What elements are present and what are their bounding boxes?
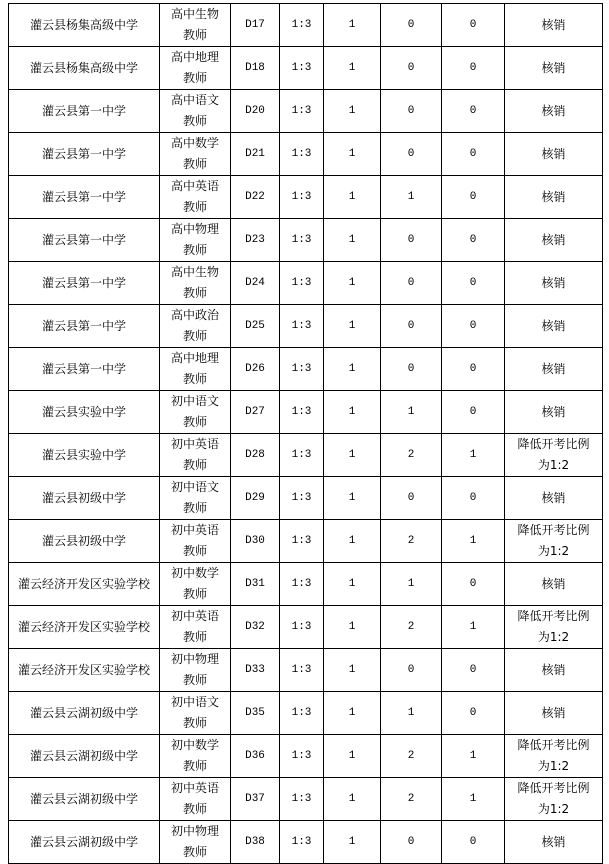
post-code-cell: D21 (231, 133, 280, 176)
post-cell: 高中生物教师 (160, 4, 231, 47)
exam-ratio-cell: 1:3 (280, 262, 324, 305)
applicant-count-cell: 0 (381, 133, 442, 176)
applicant-count-cell: 2 (381, 778, 442, 821)
school-cell: 灌云县云湖初级中学 (9, 778, 160, 821)
post-cell: 初中语文教师 (160, 692, 231, 735)
school-cell: 灌云县云湖初级中学 (9, 735, 160, 778)
exam-ratio-cell: 1:3 (280, 47, 324, 90)
plan-count-cell: 1 (324, 778, 381, 821)
result-cell: 核销 (505, 649, 603, 692)
post-cell: 初中数学教师 (160, 735, 231, 778)
result-cell: 降低开考比例为1:2 (505, 606, 603, 649)
result-cell: 降低开考比例为1:2 (505, 434, 603, 477)
exam-ratio-cell: 1:3 (280, 176, 324, 219)
table-row (9, 735, 603, 778)
school-cell: 灌云县初级中学 (9, 520, 160, 563)
qualified-count-cell: 1 (442, 434, 505, 477)
post-cell: 高中英语教师 (160, 176, 231, 219)
post-cell: 初中英语教师 (160, 434, 231, 477)
post-code-cell: D30 (231, 520, 280, 563)
exam-ratio-cell: 1:3 (280, 219, 324, 262)
post-cell: 高中物理教师 (160, 219, 231, 262)
applicant-count-cell: 0 (381, 305, 442, 348)
applicant-count-cell: 2 (381, 735, 442, 778)
table-row (9, 520, 603, 563)
result-cell: 核销 (505, 262, 603, 305)
school-cell: 灌云县第一中学 (9, 305, 160, 348)
result-cell: 核销 (505, 47, 603, 90)
plan-count-cell: 1 (324, 219, 381, 262)
result-cell: 核销 (505, 176, 603, 219)
post-cell: 初中英语教师 (160, 606, 231, 649)
qualified-count-cell: 0 (442, 176, 505, 219)
plan-count-cell: 1 (324, 477, 381, 520)
table-row (9, 176, 603, 219)
recruitment-table (8, 3, 603, 864)
school-cell: 灌云县杨集高级中学 (9, 47, 160, 90)
table-row (9, 692, 603, 735)
table-row (9, 434, 603, 477)
post-cell: 初中物理教师 (160, 649, 231, 692)
exam-ratio-cell: 1:3 (280, 778, 324, 821)
result-cell: 核销 (505, 692, 603, 735)
school-cell: 灌云县第一中学 (9, 176, 160, 219)
school-cell: 灌云县第一中学 (9, 219, 160, 262)
table-row (9, 262, 603, 305)
post-cell: 高中政治教师 (160, 305, 231, 348)
plan-count-cell: 1 (324, 606, 381, 649)
post-code-cell: D20 (231, 90, 280, 133)
plan-count-cell: 1 (324, 434, 381, 477)
applicant-count-cell: 0 (381, 262, 442, 305)
plan-count-cell: 1 (324, 133, 381, 176)
exam-ratio-cell: 1:3 (280, 692, 324, 735)
school-cell: 灌云经济开发区实验学校 (9, 563, 160, 606)
plan-count-cell: 1 (324, 391, 381, 434)
qualified-count-cell: 0 (442, 133, 505, 176)
post-cell: 初中数学教师 (160, 563, 231, 606)
post-code-cell: D27 (231, 391, 280, 434)
post-code-cell: D28 (231, 434, 280, 477)
qualified-count-cell: 0 (442, 47, 505, 90)
result-cell: 核销 (505, 305, 603, 348)
table-row (9, 778, 603, 821)
applicant-count-cell: 0 (381, 219, 442, 262)
exam-ratio-cell: 1:3 (280, 133, 324, 176)
applicant-count-cell: 1 (381, 176, 442, 219)
result-cell: 核销 (505, 391, 603, 434)
post-code-cell: D32 (231, 606, 280, 649)
school-cell: 灌云经济开发区实验学校 (9, 649, 160, 692)
post-code-cell: D33 (231, 649, 280, 692)
result-cell: 核销 (505, 821, 603, 864)
table-row (9, 305, 603, 348)
table-row (9, 47, 603, 90)
exam-ratio-cell: 1:3 (280, 348, 324, 391)
plan-count-cell: 1 (324, 563, 381, 606)
school-cell: 灌云县第一中学 (9, 133, 160, 176)
result-cell: 核销 (505, 4, 603, 47)
qualified-count-cell: 0 (442, 305, 505, 348)
qualified-count-cell: 0 (442, 649, 505, 692)
plan-count-cell: 1 (324, 649, 381, 692)
exam-ratio-cell: 1:3 (280, 821, 324, 864)
school-cell: 灌云县杨集高级中学 (9, 4, 160, 47)
table-row (9, 649, 603, 692)
school-cell: 灌云县第一中学 (9, 90, 160, 133)
qualified-count-cell: 0 (442, 4, 505, 47)
applicant-count-cell: 1 (381, 391, 442, 434)
plan-count-cell: 1 (324, 821, 381, 864)
qualified-count-cell: 0 (442, 692, 505, 735)
exam-ratio-cell: 1:3 (280, 391, 324, 434)
plan-count-cell: 1 (324, 4, 381, 47)
table-row (9, 606, 603, 649)
post-cell: 高中语文教师 (160, 90, 231, 133)
exam-ratio-cell: 1:3 (280, 735, 324, 778)
table-row (9, 821, 603, 864)
applicant-count-cell: 2 (381, 434, 442, 477)
table-row (9, 4, 603, 47)
exam-ratio-cell: 1:3 (280, 90, 324, 133)
result-cell: 降低开考比例为1:2 (505, 735, 603, 778)
post-code-cell: D18 (231, 47, 280, 90)
applicant-count-cell: 2 (381, 606, 442, 649)
school-cell: 灌云县第一中学 (9, 262, 160, 305)
result-cell: 核销 (505, 563, 603, 606)
post-cell: 高中生物教师 (160, 262, 231, 305)
exam-ratio-cell: 1:3 (280, 4, 324, 47)
plan-count-cell: 1 (324, 176, 381, 219)
exam-ratio-cell: 1:3 (280, 305, 324, 348)
table-row (9, 219, 603, 262)
exam-ratio-cell: 1:3 (280, 563, 324, 606)
applicant-count-cell: 2 (381, 520, 442, 563)
qualified-count-cell: 1 (442, 735, 505, 778)
exam-ratio-cell: 1:3 (280, 649, 324, 692)
qualified-count-cell: 0 (442, 90, 505, 133)
applicant-count-cell: 0 (381, 821, 442, 864)
applicant-count-cell: 0 (381, 649, 442, 692)
applicant-count-cell: 0 (381, 348, 442, 391)
post-code-cell: D35 (231, 692, 280, 735)
result-cell: 核销 (505, 133, 603, 176)
result-cell: 核销 (505, 477, 603, 520)
result-cell: 核销 (505, 219, 603, 262)
plan-count-cell: 1 (324, 262, 381, 305)
qualified-count-cell: 0 (442, 262, 505, 305)
table-row (9, 477, 603, 520)
post-code-cell: D25 (231, 305, 280, 348)
plan-count-cell: 1 (324, 520, 381, 563)
school-cell: 灌云县实验中学 (9, 391, 160, 434)
plan-count-cell: 1 (324, 735, 381, 778)
table-row (9, 90, 603, 133)
exam-ratio-cell: 1:3 (280, 477, 324, 520)
qualified-count-cell: 1 (442, 606, 505, 649)
post-code-cell: D22 (231, 176, 280, 219)
post-cell: 初中物理教师 (160, 821, 231, 864)
plan-count-cell: 1 (324, 305, 381, 348)
result-cell: 核销 (505, 348, 603, 391)
result-cell: 降低开考比例为1:2 (505, 520, 603, 563)
qualified-count-cell: 0 (442, 477, 505, 520)
school-cell: 灌云县云湖初级中学 (9, 692, 160, 735)
post-code-cell: D37 (231, 778, 280, 821)
exam-ratio-cell: 1:3 (280, 434, 324, 477)
post-code-cell: D26 (231, 348, 280, 391)
plan-count-cell: 1 (324, 348, 381, 391)
post-code-cell: D29 (231, 477, 280, 520)
plan-count-cell: 1 (324, 692, 381, 735)
plan-count-cell: 1 (324, 47, 381, 90)
applicant-count-cell: 0 (381, 90, 442, 133)
table-row (9, 391, 603, 434)
exam-ratio-cell: 1:3 (280, 606, 324, 649)
qualified-count-cell: 0 (442, 219, 505, 262)
post-code-cell: D23 (231, 219, 280, 262)
qualified-count-cell: 1 (442, 520, 505, 563)
school-cell: 灌云经济开发区实验学校 (9, 606, 160, 649)
post-code-cell: D36 (231, 735, 280, 778)
school-cell: 灌云县云湖初级中学 (9, 821, 160, 864)
post-cell: 高中地理教师 (160, 47, 231, 90)
post-cell: 初中语文教师 (160, 391, 231, 434)
result-cell: 核销 (505, 90, 603, 133)
applicant-count-cell: 1 (381, 692, 442, 735)
post-cell: 高中数学教师 (160, 133, 231, 176)
post-code-cell: D24 (231, 262, 280, 305)
school-cell: 灌云县第一中学 (9, 348, 160, 391)
applicant-count-cell: 0 (381, 47, 442, 90)
table-row (9, 563, 603, 606)
post-cell: 初中英语教师 (160, 778, 231, 821)
post-code-cell: D38 (231, 821, 280, 864)
qualified-count-cell: 0 (442, 563, 505, 606)
qualified-count-cell: 0 (442, 391, 505, 434)
table-row (9, 133, 603, 176)
post-code-cell: D31 (231, 563, 280, 606)
qualified-count-cell: 1 (442, 778, 505, 821)
table-row (9, 348, 603, 391)
post-cell: 高中地理教师 (160, 348, 231, 391)
post-cell: 初中英语教师 (160, 520, 231, 563)
post-code-cell: D17 (231, 4, 280, 47)
school-cell: 灌云县初级中学 (9, 477, 160, 520)
school-cell: 灌云县实验中学 (9, 434, 160, 477)
applicant-count-cell: 0 (381, 4, 442, 47)
qualified-count-cell: 0 (442, 348, 505, 391)
applicant-count-cell: 1 (381, 563, 442, 606)
plan-count-cell: 1 (324, 90, 381, 133)
post-cell: 初中语文教师 (160, 477, 231, 520)
exam-ratio-cell: 1:3 (280, 520, 324, 563)
applicant-count-cell: 0 (381, 477, 442, 520)
result-cell: 降低开考比例为1:2 (505, 778, 603, 821)
qualified-count-cell: 0 (442, 821, 505, 864)
